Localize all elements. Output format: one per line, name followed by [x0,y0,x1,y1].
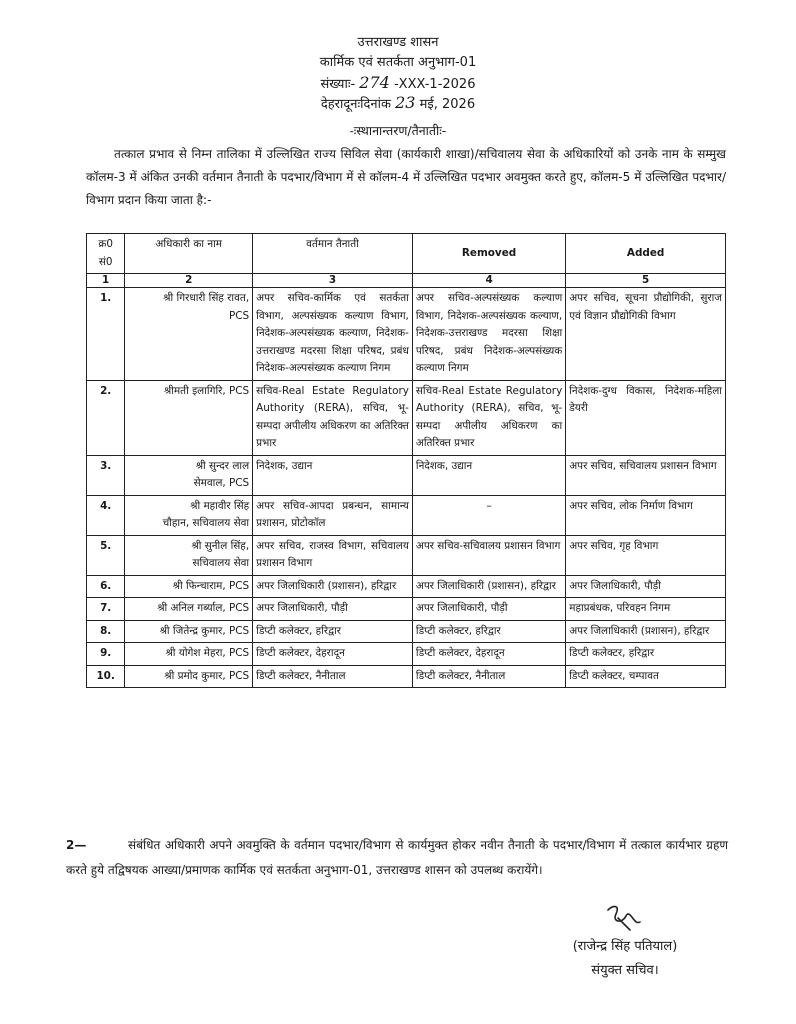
row-removed: डिप्टी कलेक्टर, हरिद्वार [412,620,565,643]
row-serial: 4. [87,495,125,535]
row-added: डिप्टी कलेक्टर, हरिद्वार [566,643,726,666]
table-row [87,535,726,575]
signatory-designation: संयुक्त सचिव। [591,963,659,978]
row-serial: 10. [87,665,125,688]
row-serial: 9. [87,643,125,666]
row-serial: 2. [87,380,125,455]
row-current: अपर सचिव-आपदा प्रबन्धन, सामान्य प्रशासन, प्रोटोकॉल [253,495,413,535]
row-officer [125,535,253,575]
table-row [87,665,726,688]
row-current: अपर सचिव, राजस्व विभाग, सचिवालय प्रशासन विभाग [253,535,413,575]
table-row [87,620,726,643]
row-added: अपर सचिव, सूचना प्रौद्योगिकी, सुराज एवं विज्ञान प्रौद्योगिकी विभाग [566,288,726,381]
row-added: अपर सचिव, लोक निर्माण विभाग [566,495,726,535]
order-number-handwritten: 274 [359,73,390,92]
officer-name: श्री योगेश मेहरा, PCS [165,647,250,659]
officer-name: श्री प्रमोद कुमार, PCS [164,669,250,682]
column-number-row [87,274,726,288]
officer-service: चौहान, सचिवालय सेवा [162,517,250,529]
header-removed: Removed [412,234,565,274]
row-removed: अपर सचिव-सचिवालय प्रशासन विभाग [412,535,565,575]
header-added: Added [566,234,726,274]
row-current: अपर सचिव-कार्मिक एवं सतर्कता विभाग, अल्पसंख्यक कल्याण विभाग, निदेशक-अल्पसंख्यक कल्याण, निदेशक-उत्तराखण्ड मदरसा शिक्षा परिषद, प्रबंध निदेशक-अल्पसंख्यक कल्याण निगम [253,288,413,381]
section-heading: कार्मिक एवं सतर्कता अनुभाग-01 [319,55,477,70]
row-officer [125,598,253,621]
officer-name: श्री अनिल गर्ब्याल, PCS [157,602,250,614]
header-serial [87,234,125,274]
order-date [0,94,796,114]
row-current: निदेशक, उद्यान [253,455,413,495]
officer-name: श्री गिरधारी सिंह रावत, [163,292,250,304]
order-date-label: देहरादूनःदिनांक [320,97,391,112]
officer-name: श्री जितेन्द्र कुमार, PCS [159,624,250,637]
row-officer [125,620,253,643]
row-added: अपर जिलाधिकारी, पौड़ी [566,575,726,598]
row-current: अपर जिलाधिकारी, पौड़ी [253,598,413,621]
officer-name: श्रीमती इलागिरि, PCS [163,384,250,397]
row-serial: 5. [87,535,125,575]
column-number: 3 [253,274,413,288]
order-date-suffix: मई, 2026 [419,97,476,112]
table-row [87,288,726,381]
column-number: 4 [412,274,565,288]
order-title: -ःस्थानान्तरण/तैनातीः- [349,123,447,138]
row-added: अपर सचिव, सचिवालय प्रशासन विभाग [566,455,726,495]
row-added: अपर जिलाधिकारी (प्रशासन), हरिद्वार [566,620,726,643]
row-serial: 6. [87,575,125,598]
signatory-name: (राजेन्द्र सिंह पतियाल) [572,939,678,954]
row-removed: अपर जिलाधिकारी (प्रशासन), हरिद्वार [412,575,565,598]
header-serial-line1: क्र0 [98,238,113,250]
officer-name: श्री फिन्चाराम, PCS [172,579,250,592]
paragraph-2-text: संबंधित अधिकारी अपने अवमुक्ति के वर्तमान पदभार/विभाग से कार्यमुक्त होकर नवीन तैनाती के पदभार/विभाग में तत्काल कार्यभार ग्रहण करते हुये तद्विषयक आख्या/प्रमाणक कार्मिक एवं सतर्कता अनुभाग-01, उत्तराखण्ड शासन को उपलब्ध करायेंगे। [66,838,728,877]
row-removed: अपर जिलाधिकारी, पौड़ी [412,598,565,621]
intro-paragraph: तत्काल प्रभाव से निम्न तालिका में उल्लिखित राज्य सिविल सेवा (कार्यकारी शाखा)/सचिवालय सेवा के अधिकारियों को उनके नाम के सम्मुख कॉलम-3 में अंकित उनकी वर्तमान तैनाती के पदभार/विभाग में से कॉलम-4 में उल्लिखित पदभार अवमुक्त करते हुए, कॉलम-5 में उल्लिखित पदभार/विभाग प्रदान किया जाता है:- [86,147,726,207]
row-removed: निदेशक, उद्यान [412,455,565,495]
signature-scribble [600,900,680,936]
row-removed: – [412,495,565,535]
header-serial-line2: सं0 [98,255,113,268]
row-serial: 7. [87,598,125,621]
row-officer [125,495,253,535]
row-current: अपर जिलाधिकारी (प्रशासन), हरिद्वार [253,575,413,598]
row-serial: 1. [87,288,125,381]
table-row [87,598,726,621]
column-number: 1 [87,274,125,288]
table-row [87,495,726,535]
row-added: अपर सचिव, गृह विभाग [566,535,726,575]
row-officer [125,643,253,666]
order-date-handwritten: 23 [395,93,416,112]
row-officer [125,455,253,495]
paragraph-2 [66,833,728,883]
table-header-row [87,234,726,274]
row-added: महाप्रबंधक, परिवहन निगम [566,598,726,621]
officer-service: सेमवाल, PCS [193,477,250,489]
row-removed: सचिव-Real Estate Regulatory Authority (RERA), सचिव, भू-सम्पदा अपीलीय अधिकरण का अतिरिक्त प्रभार [412,380,565,455]
officer-name: श्री सुन्दर लाल [195,459,250,472]
table-row [87,643,726,666]
header-current: वर्तमान तैनाती [253,234,413,274]
government-heading: उत्तराखण्ड शासन [357,35,439,50]
officer-service: सचिवालय सेवा [192,557,250,569]
order-number [0,74,796,94]
row-current: सचिव-Real Estate Regulatory Authority (RERA), सचिव, भू-सम्पदा अपीलीय अधिकरण का अतिरिक्त प्रभार [253,380,413,455]
order-number-label: संख्याः- [320,77,356,92]
officer-name: श्री महावीर सिंह [190,499,250,512]
transfer-table [86,233,726,688]
row-serial: 8. [87,620,125,643]
row-current: डिप्टी कलेक्टर, नैनीताल [253,665,413,688]
table-row [87,575,726,598]
table-row [87,380,726,455]
table-row [87,455,726,495]
officer-name: श्री सुनील सिंह, [191,539,250,552]
row-removed: अपर सचिव-अल्पसंख्यक कल्याण विभाग, निदेशक-अल्पसंख्यक कल्याण, निदेशक-उत्तराखण्ड मदरसा शिक्षा परिषद, प्रबंध निदेशक-अल्पसंख्यक कल्याण निगम [412,288,565,381]
row-removed: डिप्टी कलेक्टर, देहरादून [412,643,565,666]
column-number: 2 [125,274,253,288]
row-added: निदेशक-दुग्ध विकास, निदेशक-महिला डेयरी [566,380,726,455]
row-officer [125,380,253,455]
row-added: डिप्टी कलेक्टर, चम्पावत [566,665,726,688]
row-current: डिप्टी कलेक्टर, देहरादून [253,643,413,666]
officer-service: PCS [229,309,250,322]
row-current: डिप्टी कलेक्टर, हरिद्वार [253,620,413,643]
column-number: 5 [566,274,726,288]
header-name: अधिकारी का नाम [125,234,253,274]
row-serial: 3. [87,455,125,495]
row-officer [125,288,253,381]
order-number-suffix: -XXX-1-2026 [393,77,476,92]
paragraph-2-number: 2— [66,838,87,852]
row-removed: डिप्टी कलेक्टर, नैनीताल [412,665,565,688]
row-officer [125,575,253,598]
row-officer [125,665,253,688]
